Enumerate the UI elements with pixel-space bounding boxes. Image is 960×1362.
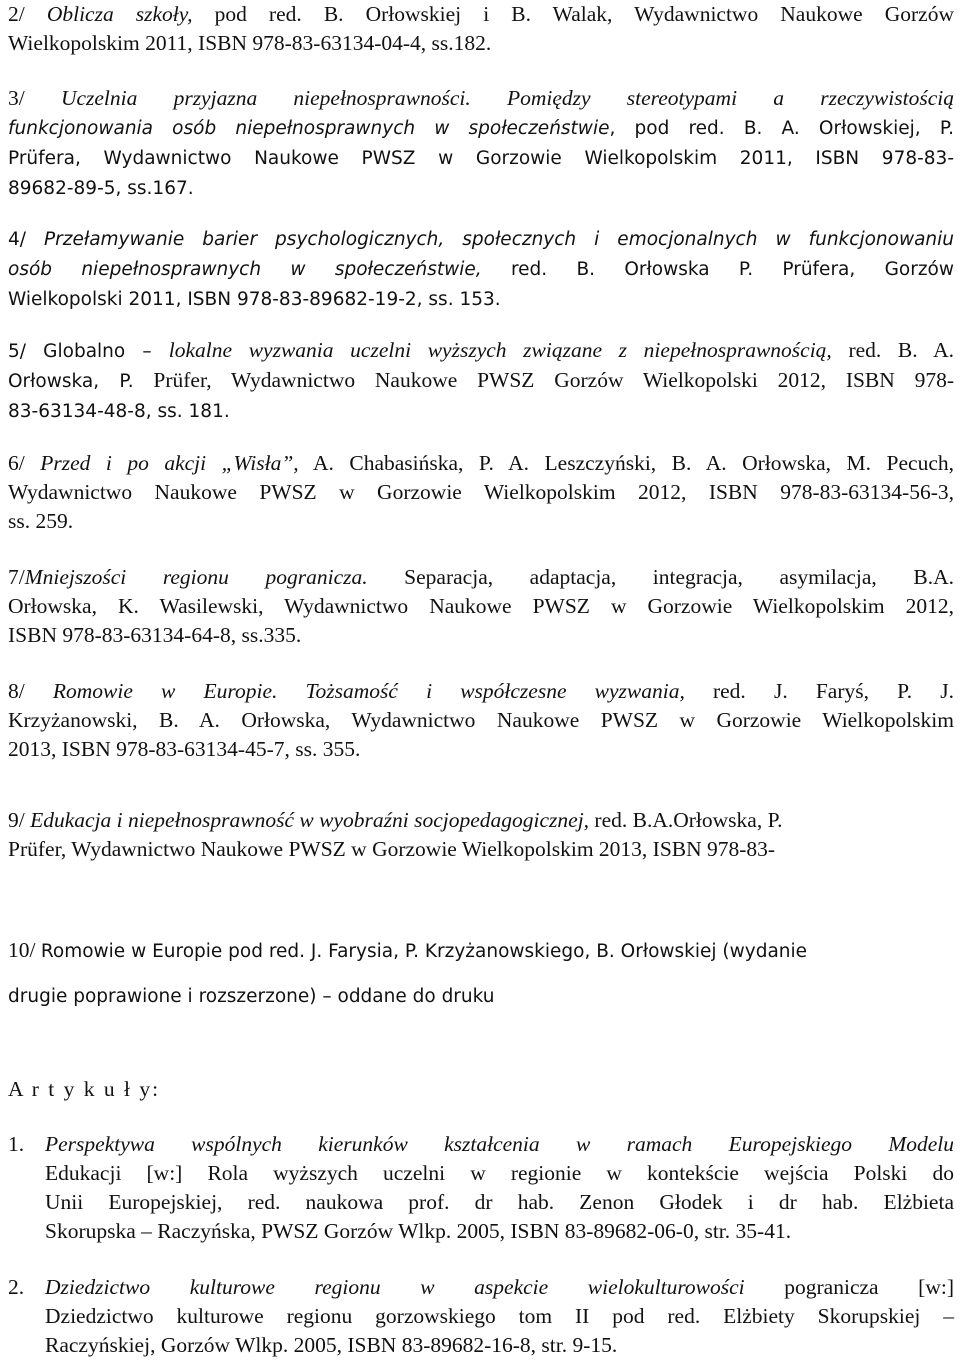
text-segment: Prüfera, Wydawnictwo Naukowe PWSZ w Gorzowie Wielkopolskim 2011, ISBN 978-83- (8, 148, 954, 169)
entry-line (8, 563, 954, 592)
text-segment: Skorupska – Raczyńska, PWSZ Gorzów Wlkp. 2005, ISBN 83-89682-06-0, str. 35-41. (45, 1219, 792, 1243)
bibliography-entry (8, 981, 954, 1011)
text-segment: 10/ (8, 938, 41, 962)
bibliography-entry (8, 84, 954, 203)
text-segment: lokalne wyzwania uczelni wyższych związane z niepełnosprawnością, (168, 338, 832, 362)
text-segment: Romowie w Europie pod red. J. Farysia, P. Krzyżanowskiego, B. Orłowskiej (wydanie (40, 941, 808, 962)
entry-line (8, 478, 954, 507)
article-line (45, 1331, 954, 1360)
text-segment: red. B. A. (831, 338, 955, 362)
text-segment: Przed i po akcji „Wisła”, (40, 451, 299, 475)
text-segment: 9/ (8, 808, 31, 832)
bibliography-entry (8, 806, 954, 835)
bibliography-entry (8, 936, 954, 966)
text-segment: Wielkopolski 2011, ISBN 978-83-89682-19-2, ss. 153. (8, 289, 501, 310)
bibliography-entry (8, 336, 954, 426)
bibliography-entry (8, 449, 954, 536)
bibliography-entry (8, 0, 954, 58)
article-line (45, 1217, 954, 1246)
text-segment: , pod red. B. A. Orłowskiej, P. (609, 118, 954, 139)
text-segment: red. B. Orłowska P. Prüfera, Gorzów (481, 259, 954, 280)
text-segment: 8/ (8, 679, 53, 703)
text-segment: Edukacja i niepełnosprawność w wyobraźni socjopedagogicznej, (30, 808, 590, 832)
entry-line (8, 0, 954, 29)
text-segment: Wydawnictwo Naukowe PWSZ w Gorzowie Wielkopolskim 2012, ISBN 978-83-63134-56-3, (8, 480, 954, 504)
article-entry (45, 1273, 954, 1360)
entry-line (8, 366, 954, 396)
text-segment: Krzyżanowski, B. A. Orłowska, Wydawnictwo Naukowe PWSZ w Gorzowie Wielkopolskim (8, 708, 954, 732)
entry-line (8, 835, 954, 864)
text-segment: Wielkopolskim 2011, ISBN 978-83-63134-04-4, ss.182. (8, 31, 492, 55)
text-segment: funkcjonowania osób niepełnosprawnych w społeczeństwie (8, 118, 610, 139)
text-segment: 2013, ISBN 978-83-63134-45-7, ss. 355. (8, 737, 361, 761)
entry-line (8, 336, 954, 366)
text-segment: Przełamywanie barier psychologicznych, społecznych i emocjonalnych w funkcjonowaniu (44, 229, 955, 250)
text-segment: 5/ Globalno – (8, 341, 169, 362)
entry-line (8, 84, 954, 113)
article-number: 1. (8, 1132, 25, 1156)
text-segment: Raczyńskiej, Gorzów Wlkp. 2005, ISBN 83-89682-16-8, str. 9-15. (45, 1333, 618, 1357)
entry-line (8, 173, 954, 203)
text-segment: ISBN 978-83-63134-64-8, ss.335. (8, 623, 302, 647)
text-segment: Prüfer, Wydawnictwo Naukowe PWSZ w Gorzowie Wielkopolskim 2013, ISBN 978-83- (8, 837, 776, 861)
entry-line (8, 396, 954, 426)
text-segment: 2/ (8, 2, 47, 26)
text-segment: pod red. B. Orłowskiej i B. Walak, Wydawnictwo Naukowe Gorzów (192, 2, 955, 26)
entry-line (8, 224, 954, 254)
entry-line (8, 621, 954, 650)
text-segment: Oblicza szkoły, (46, 2, 193, 26)
text-segment: pogranicza [w:] (744, 1275, 954, 1299)
entry-line (8, 29, 954, 58)
text-segment: Orłowska, P. (8, 371, 134, 392)
entry-line (8, 143, 954, 173)
entry-line (8, 284, 954, 314)
bibliography-entry (8, 677, 954, 764)
text-segment: 7/ (8, 565, 25, 589)
text-segment: red. J. Faryś, P. J. (684, 679, 954, 703)
text-segment: Prüfer, Wydawnictwo Naukowe PWSZ Gorzów Wielkopolski 2012, ISBN 978- (133, 368, 954, 392)
text-segment: 3/ (8, 86, 61, 110)
text-segment: Unii Europejskiej, red. naukowa prof. dr hab. Zenon Głodek i dr hab. Elżbieta (45, 1190, 954, 1214)
entry-line (8, 449, 954, 478)
entry-line (8, 592, 954, 621)
entry-line (8, 507, 954, 536)
text-segment: Dziedzictwo kulturowe regionu gorzowskiego tom II pod red. Elżbiety Skorupskiej – (45, 1304, 954, 1328)
entry-line (8, 706, 954, 735)
text-segment: 6/ (8, 451, 41, 475)
article-line (45, 1188, 954, 1217)
text-segment: Romowie w Europie. Tożsamość i współczesne wyzwania, (52, 679, 685, 703)
entry-line (8, 981, 954, 1011)
text-segment: 89682-89-5, ss.167. (8, 178, 194, 199)
text-segment: ss. 259. (8, 509, 74, 533)
articles-heading: A r t y k u ł y: (8, 1077, 161, 1101)
text-segment: osób niepełnosprawnych w społeczeństwie, (8, 259, 482, 280)
article-line (45, 1159, 954, 1188)
article-line (45, 1302, 954, 1331)
entry-line (8, 735, 954, 764)
text-segment: red. B.A.Orłowska, P. (589, 808, 783, 832)
article-line (45, 1130, 954, 1159)
text-segment: Orłowska, K. Wasilewski, Wydawnictwo Naukowe PWSZ w Gorzowie Wielkopolskim 2012, (8, 594, 954, 618)
bibliography-entry (8, 563, 954, 650)
text-segment: Edukacji [w:] Rola wyższych uczelni w regionie w kontekście wejścia Polski do (45, 1161, 954, 1185)
entry-line (8, 113, 954, 143)
text-segment: Separacja, adaptacja, integracja, asymilacja, B.A. (367, 565, 954, 589)
text-segment: Dziedzictwo kulturowe regionu w aspekcie wielokulturowości (45, 1275, 745, 1299)
text-segment: Uczelnia przyjazna niepełnosprawności. Pomiędzy stereotypami a rzeczywistością (60, 86, 954, 110)
text-segment: 83-63134-48-8, ss. 181. (8, 401, 230, 422)
text-segment: Perspektywa wspólnych kierunków kształcenia w ramach Europejskiego Modelu (45, 1132, 954, 1156)
bibliography-entry (8, 224, 954, 314)
text-segment: 4/ (8, 229, 45, 250)
entry-line (8, 677, 954, 706)
text-segment: Mniejszości regionu pogranicza. (24, 565, 368, 589)
entry-line (8, 936, 954, 966)
entry-line (8, 806, 954, 835)
text-segment: drugie poprawione i rozszerzone) – oddane do druku (8, 986, 495, 1007)
article-line (45, 1273, 954, 1302)
article-number: 2. (8, 1275, 25, 1299)
text-segment: A. Chabasińska, P. A. Leszczyński, B. A. Orłowska, M. Pecuch, (298, 451, 954, 475)
article-entry (45, 1130, 954, 1246)
entry-line (8, 254, 954, 284)
bibliography-entry (8, 835, 954, 864)
